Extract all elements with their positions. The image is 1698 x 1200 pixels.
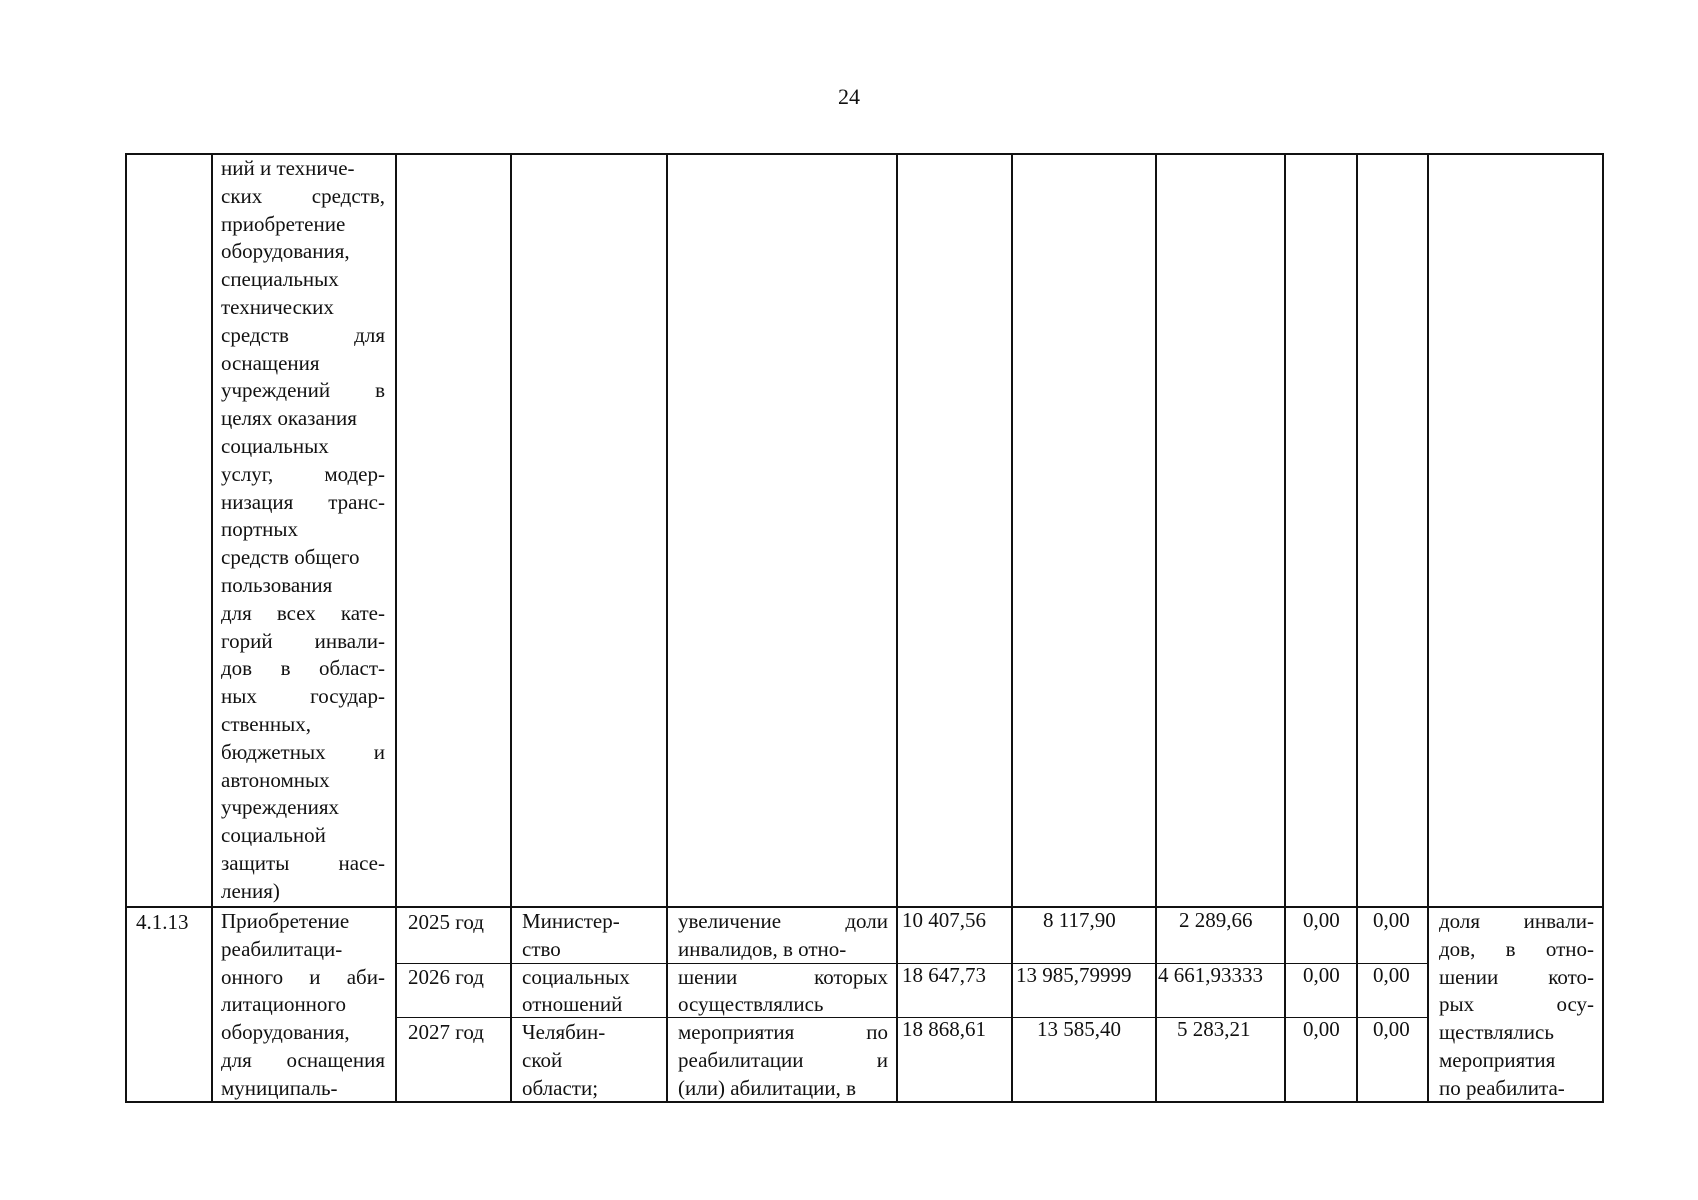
row-executor-word: ство [522, 936, 561, 961]
row-indicator-line [1439, 1019, 1594, 1047]
row-result-word: инвалидов, в отно- [678, 936, 847, 961]
row-indicator-line [1439, 936, 1594, 964]
continuation-description-word: дов [221, 656, 253, 681]
row-indicator-word: кото- [1548, 964, 1594, 989]
row-indicator-word: дов, [1439, 936, 1476, 961]
continuation-description-line [221, 683, 385, 711]
row-indicator-line [1439, 908, 1594, 936]
continuation-description-word: ственных, [221, 711, 311, 736]
row-description-word: литационного [221, 992, 347, 1017]
row-description-line [221, 1075, 385, 1103]
row-executor-word: Министер- [522, 909, 620, 933]
continuation-description-line [221, 850, 385, 878]
funding-other-2025: 0,00 [1373, 908, 1410, 932]
row-result-word: увеличение [678, 909, 782, 933]
row-executor-line [522, 1019, 660, 1047]
continuation-description-word: в [375, 378, 385, 403]
continuation-description-word: социальных [221, 433, 329, 458]
continuation-description-word: насе- [338, 850, 385, 875]
row-result-word: (или) абилитации, в [678, 1075, 857, 1100]
continuation-description-line [221, 628, 385, 656]
continuation-description-line [221, 238, 385, 266]
row-description-word: Приобретение [221, 909, 350, 933]
continuation-description-line [221, 794, 385, 822]
continuation-description-word: для [354, 322, 385, 347]
continuation-description-word: средств [221, 322, 289, 347]
continuation-description-word: в [280, 656, 291, 681]
row-executor-word: социальных [522, 964, 630, 989]
continuation-description-line [221, 155, 385, 183]
row-executor-line [522, 1075, 660, 1103]
funding-federal-2025: 8 117,90 [1043, 908, 1116, 932]
row-indicator-word: рых [1439, 992, 1475, 1017]
continuation-description-word: целях оказания [221, 406, 357, 431]
row-executor-line [522, 964, 660, 992]
continuation-description-line [221, 211, 385, 239]
row-result-word: по [866, 1020, 888, 1045]
row-description-word: онного [221, 964, 284, 989]
continuation-description-line [221, 266, 385, 294]
row-executor-line [522, 991, 660, 1019]
funding-regional-2027: 5 283,21 [1177, 1017, 1251, 1041]
row-result-line [678, 936, 888, 964]
continuation-description-word: инвали- [314, 628, 385, 653]
continuation-description-word: средств, [311, 183, 385, 208]
continuation-description-word: и [373, 739, 385, 764]
year-2026: 2026 год [408, 965, 484, 989]
continuation-description-line [221, 739, 385, 767]
row-description-word: и [309, 964, 321, 989]
funding-federal-2026: 13 985,79999 [1016, 963, 1132, 987]
continuation-description-line [221, 183, 385, 211]
row-indicator-line [1439, 1075, 1594, 1103]
continuation-description-word: ний и техниче- [221, 156, 355, 180]
continuation-description-word: технических [221, 294, 334, 319]
continuation-description-word: бюджетных [221, 739, 326, 764]
row-description-word: муниципаль- [221, 1075, 338, 1100]
funding-other-2027: 0,00 [1373, 1017, 1410, 1041]
row-description-line [221, 908, 385, 936]
funding-total-2027: 18 868,61 [902, 1017, 986, 1041]
row-description-line [221, 936, 385, 964]
row-description-line [221, 1019, 385, 1047]
continuation-description-word: государ- [310, 684, 385, 709]
row-result-word: осуществлялись [678, 992, 824, 1017]
funding-regional-2026: 4 661,93333 [1158, 963, 1263, 987]
row-indicator-word: доля [1439, 909, 1481, 933]
continuation-description-word: ления) [221, 878, 280, 903]
row-indicator-line [1439, 1047, 1594, 1075]
row-description-line [221, 1047, 385, 1075]
row-result-word: доли [845, 909, 888, 933]
continuation-description-word: учреждений [221, 378, 331, 403]
row-description-word: для [221, 1047, 252, 1072]
row-indicator-word: инвали- [1523, 909, 1594, 933]
continuation-description-word: приобретение [221, 211, 346, 236]
row-indicator-word: шении [1439, 964, 1499, 989]
row-indicator-word: в [1505, 936, 1516, 961]
continuation-description-word: автономных [221, 767, 330, 792]
row-description-word: оснащения [286, 1047, 385, 1072]
continuation-description-line [221, 405, 385, 433]
continuation-description-word: услуг, [221, 461, 274, 486]
row-indicator-line [1439, 991, 1594, 1019]
row-result-line [678, 908, 888, 936]
continuation-description-line [221, 350, 385, 378]
year-2027: 2027 год [408, 1020, 484, 1044]
row-result-line [678, 1075, 888, 1103]
row-result-line [678, 1019, 888, 1047]
row-result-word: шении [678, 964, 738, 989]
funding-local-2027: 0,00 [1303, 1017, 1340, 1041]
row-executor-word: отношений [522, 992, 623, 1017]
continuation-description-word: защиты [221, 850, 290, 875]
row-indicator-word: по реабилита- [1439, 1075, 1565, 1100]
continuation-description-word: транс- [328, 489, 385, 514]
continuation-description-word: портных [221, 517, 298, 542]
row-indicator-word: ществлялись [1439, 1020, 1554, 1045]
continuation-description-line [221, 655, 385, 683]
continuation-description-word: специальных [221, 267, 339, 292]
continuation-description-line [221, 711, 385, 739]
row-result-word: мероприятия [678, 1020, 795, 1045]
continuation-description-line [221, 489, 385, 517]
continuation-description-line [221, 461, 385, 489]
row-code: 4.1.13 [136, 910, 189, 934]
row-result-line [678, 1047, 888, 1075]
row-indicator [1439, 908, 1594, 1103]
row-indicator-word: мероприятия [1439, 1047, 1556, 1072]
continuation-description-word: всех [276, 600, 316, 625]
continuation-description-line [221, 600, 385, 628]
row-executor-word: ской [522, 1047, 563, 1072]
row-expected-result [678, 908, 888, 1103]
continuation-description-word: горий [221, 628, 273, 653]
funding-total-2025: 10 407,56 [902, 908, 986, 932]
page-number: 24 [838, 84, 860, 109]
continuation-description-word: ных [221, 684, 257, 709]
row-indicator-word: отно- [1545, 936, 1594, 961]
continuation-description-word: област- [319, 656, 385, 681]
row-description-line [221, 964, 385, 992]
continuation-description-word: социальной [221, 823, 326, 848]
funding-local-2025: 0,00 [1303, 908, 1340, 932]
funding-total-2026: 18 647,73 [902, 963, 986, 987]
row-description-line [221, 991, 385, 1019]
row-description-word: реабилитаци- [221, 936, 343, 961]
funding-other-2026: 0,00 [1373, 963, 1410, 987]
funding-local-2026: 0,00 [1303, 963, 1340, 987]
row-description-word: аби- [346, 964, 385, 989]
row-executor [522, 908, 660, 1103]
continuation-description-word: средств общего [221, 545, 360, 570]
row-executor-line [522, 1047, 660, 1075]
row-executor-word: Челябин- [522, 1020, 606, 1045]
row-executor-line [522, 908, 660, 936]
row-description [221, 908, 385, 1103]
continuation-description-word: низация [221, 489, 294, 514]
continuation-description-line [221, 322, 385, 350]
continuation-description-word: оборудования, [221, 239, 350, 264]
continuation-description-word: пользования [221, 572, 333, 597]
continuation-description-line [221, 516, 385, 544]
row-result-word: и [876, 1047, 888, 1072]
row-indicator-word: осу- [1556, 992, 1594, 1017]
continuation-description-word: учреждениях [221, 795, 340, 820]
continuation-description-line [221, 822, 385, 850]
continuation-description-word: ских [221, 183, 263, 208]
row-description-word: оборудования, [221, 1020, 350, 1045]
row-result-line [678, 991, 888, 1019]
year-2025: 2025 год [408, 910, 484, 934]
continuation-description-line [221, 433, 385, 461]
continuation-description-line [221, 294, 385, 322]
row-result-word: реабилитации [678, 1047, 804, 1072]
continuation-description-word: кате- [340, 600, 385, 625]
continuation-description-line [221, 377, 385, 405]
continuation-description-word: для [221, 600, 252, 625]
row-executor-word: области; [522, 1075, 599, 1100]
row-result-word: которых [814, 964, 888, 989]
funding-regional-2025: 2 289,66 [1179, 908, 1253, 932]
row-result-line [678, 964, 888, 992]
row-executor-line [522, 936, 660, 964]
continuation-description [221, 155, 385, 906]
continuation-description-line [221, 544, 385, 572]
continuation-description-word: оснащения [221, 350, 320, 375]
continuation-description-word: модер- [324, 461, 385, 486]
continuation-description-line [221, 572, 385, 600]
continuation-description-line [221, 878, 385, 906]
row-indicator-line [1439, 964, 1594, 992]
continuation-description-line [221, 767, 385, 795]
funding-federal-2027: 13 585,40 [1037, 1017, 1121, 1041]
